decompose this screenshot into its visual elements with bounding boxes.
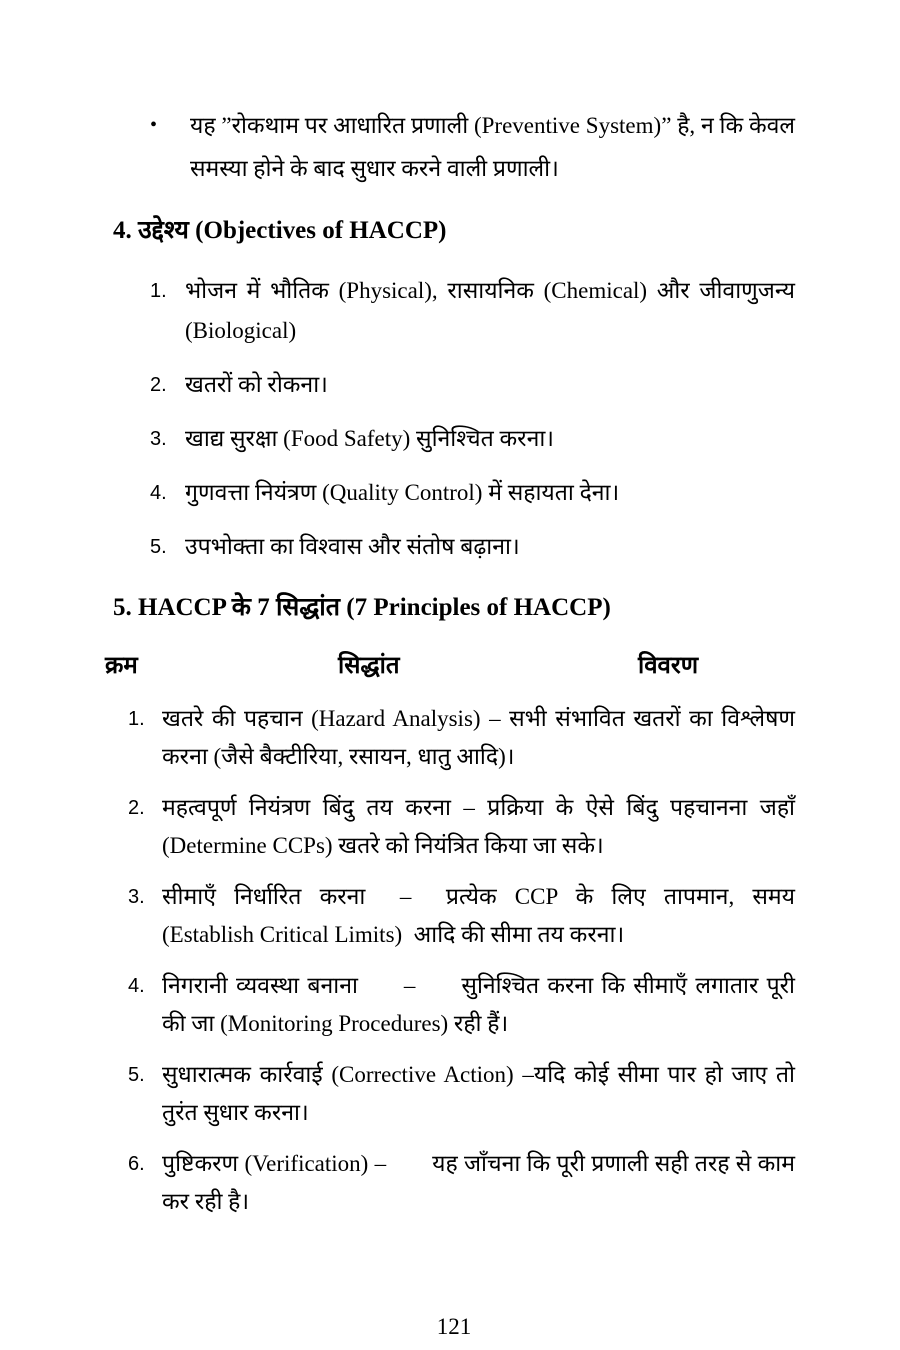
list-item-number: 2.: [128, 797, 145, 819]
column-header-description: विवरण: [638, 653, 699, 679]
principles-table-header: [105, 648, 795, 679]
page-number: 121: [436, 1314, 472, 1339]
list-item: [113, 878, 795, 954]
list-item-number: 4.: [128, 975, 145, 997]
list-item-text: महत्वपूर्ण नियंत्रण बिंदु तय करना – प्रक्रिया के ऐसे बिंदु पहचानना जहाँ (Determine CCPs) खतरे को नियंत्रित किया जा सके।: [162, 795, 795, 858]
list-item-number: 1.: [128, 708, 145, 730]
list-item-text: गुणवत्ता नियंत्रण (Quality Control) में सहायता देना।: [185, 480, 620, 505]
list-item: [113, 527, 795, 567]
list-item-number: 1.: [150, 280, 167, 302]
list-item: [113, 1056, 795, 1132]
list-item: [113, 967, 795, 1043]
intro-bullet-item: [113, 104, 795, 190]
list-item-number: 5.: [128, 1064, 145, 1086]
section-heading-principles: 5. HACCP के 7 सिद्धांत (7 Principles of HACCP): [113, 594, 611, 621]
list-item-text: निगरानी व्यवस्था बनाना – सुनिश्चित करना कि सीमाएँ लगातार पूरी की जा (Monitoring Procedures) रही हैं।: [162, 973, 795, 1036]
list-item: [113, 473, 795, 513]
list-item-text: सीमाएँ निर्धारित करना – प्रत्येक CCP के लिए तापमान, समय (Establish Critical Limits) आदि की सीमा तय करना।: [162, 884, 795, 947]
list-item-text: पुष्टिकरण (Verification) – यह जाँचना कि पूरी प्रणाली सही तरह से काम कर रही है।: [162, 1151, 795, 1214]
intro-bullet-text: यह ”रोकथाम पर आधारित प्रणाली (Preventive System)” है, न कि केवल समस्या होने के बाद सुधार करने वाली प्रणाली।: [190, 113, 795, 181]
list-item: [113, 1145, 795, 1221]
list-item-number: 5.: [150, 536, 167, 558]
list-item-text: भोजन में भौतिक (Physical), रासायनिक (Chemical) और जीवाणुजन्य (Biological): [185, 278, 795, 343]
principles-list: [113, 700, 795, 1221]
list-item-text: खतरे की पहचान (Hazard Analysis) – सभी संभावित खतरों का विश्लेषण करना (जैसे बैक्टीरिया, रसायन, धातु आदि)।: [162, 706, 795, 769]
section-heading-objectives: 4. उद्देश्य (Objectives of HACCP): [113, 217, 447, 244]
list-item: [113, 700, 795, 776]
list-item: [113, 271, 795, 351]
list-item: [113, 789, 795, 865]
bullet-icon: •: [150, 114, 158, 136]
objectives-list: [113, 271, 795, 567]
list-item: [113, 419, 795, 459]
list-item-number: 2.: [150, 374, 167, 396]
column-header-principle: सिद्धांत: [338, 653, 400, 679]
list-item-text: सुधारात्मक कार्रवाई (Corrective Action) –यदि कोई सीमा पार हो जाए तो तुरंत सुधार करना।: [162, 1062, 795, 1125]
list-item: [113, 365, 795, 405]
column-header-serial: क्रम: [105, 653, 138, 679]
list-item-number: 6.: [128, 1153, 145, 1175]
list-item-number: 3.: [128, 886, 145, 908]
list-item-text: उपभोक्ता का विश्वास और संतोष बढ़ाना।: [185, 534, 520, 559]
list-item-number: 3.: [150, 428, 167, 450]
list-item-text: खाद्य सुरक्षा (Food Safety) सुनिश्चित करना।: [185, 426, 555, 451]
list-item-text: खतरों को रोकना।: [185, 372, 328, 397]
list-item-number: 4.: [150, 482, 167, 504]
